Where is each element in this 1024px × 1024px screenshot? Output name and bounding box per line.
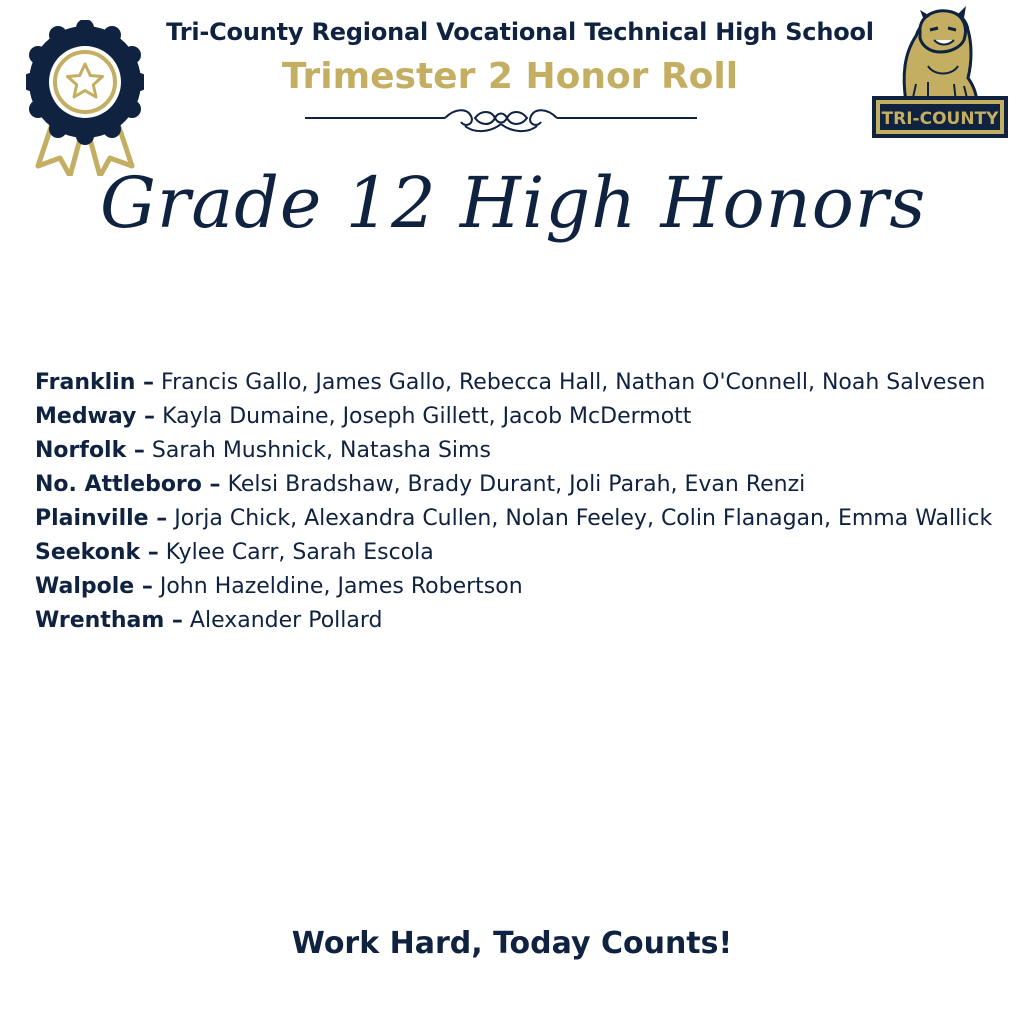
student-names: Kayla Dumaine, Joseph Gillett, Jacob McDermott [162, 404, 692, 429]
student-names: John Hazeldine, James Robertson [159, 574, 523, 599]
town-name: Norfolk – [35, 438, 145, 463]
student-names: Kelsi Bradshaw, Brady Durant, Joli Parah, Evan Renzi [227, 472, 806, 497]
town-name: Franklin – [35, 370, 155, 395]
school-name: Tri-County Regional Vocational Technical High School [166, 18, 874, 46]
student-names: Jorja Chick, Alexandra Cullen, Nolan Feeley, Colin Flanagan, Emma Wallick [174, 506, 993, 531]
roster-line [35, 400, 1005, 434]
roster-line [35, 502, 1005, 536]
panther-mascot-logo [868, 6, 1012, 144]
award-ribbon-icon [26, 20, 144, 176]
town-name: No. Attleboro – [35, 472, 221, 497]
town-name: Plainville – [35, 506, 168, 531]
student-names: Alexander Pollard [189, 608, 383, 633]
honor-roster [35, 366, 1005, 638]
town-name: Walpole – [35, 574, 153, 599]
honor-roll-title: Trimester 2 Honor Roll [281, 56, 739, 97]
roster-line [35, 536, 1005, 570]
roster-line [35, 468, 1005, 502]
student-names: Kylee Carr, Sarah Escola [165, 540, 434, 565]
town-name: Medway – [35, 404, 156, 429]
student-names: Sarah Mushnick, Natasha Sims [151, 438, 491, 463]
roster-line [35, 434, 1005, 468]
town-name: Wrentham – [35, 608, 183, 633]
roster-line [35, 366, 1005, 400]
grade-heading: Grade 12 High Honors [100, 162, 927, 244]
motto: Work Hard, Today Counts! [291, 926, 733, 961]
town-name: Seekonk – [35, 540, 159, 565]
ornamental-divider [305, 104, 697, 136]
logo-text: TRI-COUNTY [881, 109, 999, 129]
roster-line [35, 570, 1005, 604]
roster-line [35, 604, 1005, 638]
student-names: Francis Gallo, James Gallo, Rebecca Hall, Nathan O'Connell, Noah Salvesen [161, 370, 986, 395]
